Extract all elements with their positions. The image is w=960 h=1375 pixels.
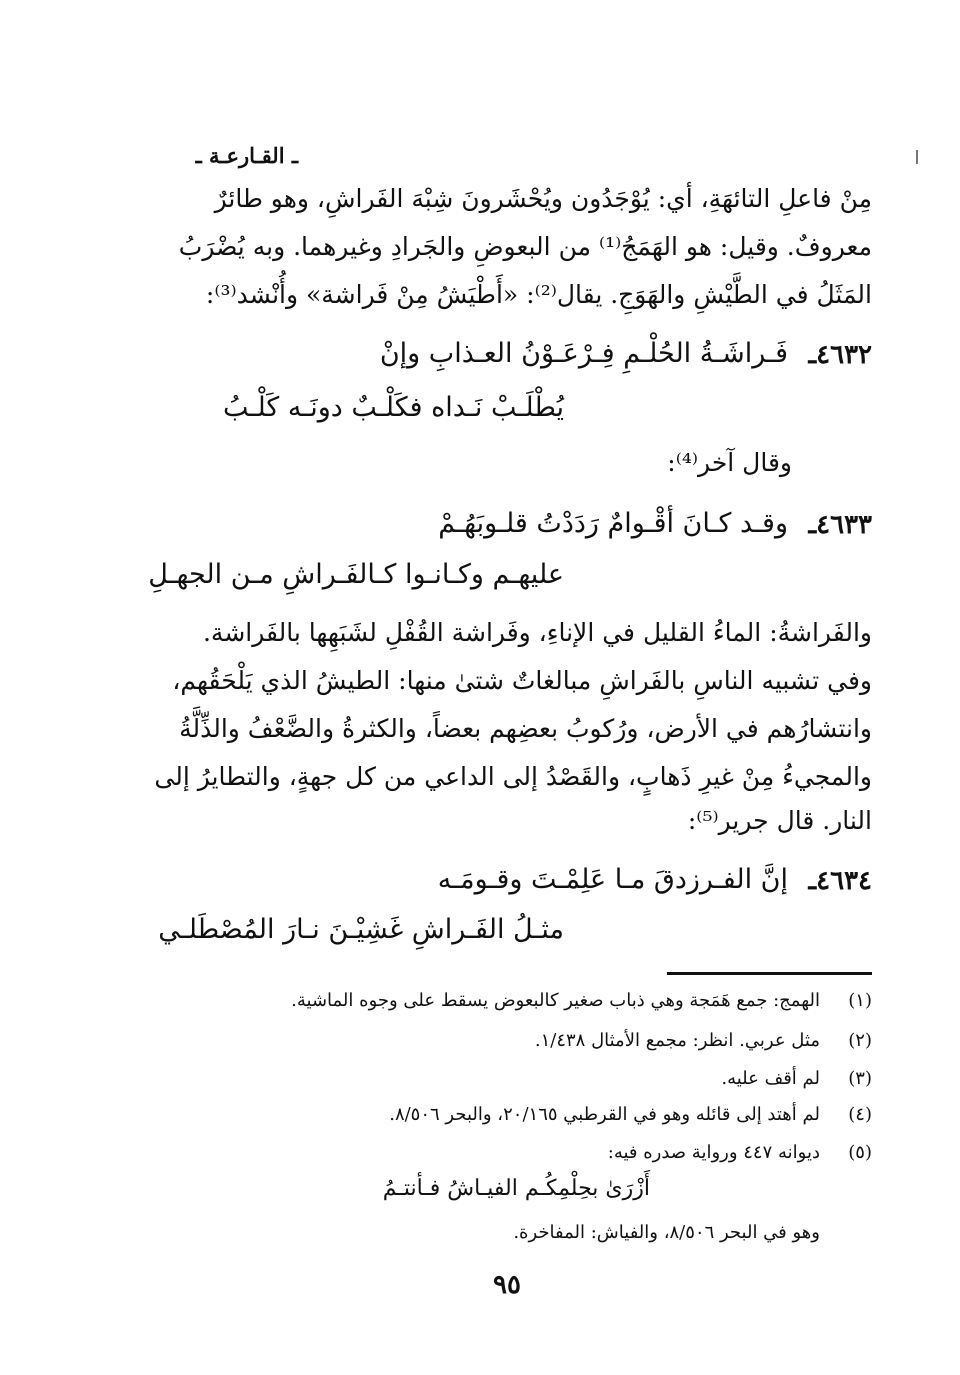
footnote-number: (٣) (848, 1068, 872, 1089)
body-line: وفي تشبيه الناسِ بالفَراشِ مبالغاتٌ شتىٰ منها: الطيشُ الذي يَلْحَقُهم، (172, 666, 872, 695)
verse-first-hemistich: إنَّ الفـرزدقَ مـا عَلِمْـتَ وقـومَـه (437, 864, 788, 895)
verse-second-hemistich: عليهـم وكـانـوا كـالفَـراشِ مـن الجهـلِ (148, 559, 564, 590)
footnote-text: الهمج: جمع هَمَجة وهي ذباب صغير كالبعوض يسقط على وجوه الماشية. (291, 990, 820, 1011)
footnote-number: (٢) (848, 1030, 872, 1051)
page-number: ٩٥ (493, 1270, 521, 1300)
verse-first-hemistich: فَـراشَـةُ الحُلْـمِ فِـرْعَـوْنُ العـذابِ وإنْ (379, 338, 788, 369)
body-line: والفَراشةُ: الماءُ القليل في الإناءِ، وفَراشة القُفْلِ لشَبَهِها بالفَراشة. (202, 618, 872, 647)
body-line: معروفٌ. وقيل: هو الهَمَجُ⁽¹⁾ من البعوضِ والجَرادِ وغيرهما. وبه يُضْرَبُ (178, 232, 872, 261)
verse-number: ٤٦٣٣ـ (808, 510, 872, 540)
footnote-number: (٤) (848, 1104, 872, 1125)
footnote-text: وهو في البحر ٨/٥٠٦، والفياش: المفاخرة. (513, 1222, 820, 1243)
verse-second-hemistich: يُطْلَـبْ نَـداه فكَلْـبٌ دونَـه كَلْـبُ (223, 392, 564, 423)
margin-mark (916, 150, 918, 164)
footnote-verse: أَزْرَىٰ بحِلْمِكُـم الفيـاشُ فـأنتـمُ (382, 1176, 650, 1201)
intro-line: وقال آخر⁽⁴⁾: (667, 448, 792, 477)
verse-second-hemistich: مثـلُ الفَـراشِ غَشِيْـنَ نـارَ المُصْطَلـي (158, 914, 564, 945)
footnote-separator (667, 972, 872, 975)
body-line: وانتشارُهم في الأرض، ورُكوبُ بعضِهم بعضاً، والكثرةُ والضَّعْفُ والذِّلَّةُ (179, 714, 872, 743)
footnote-text: لم أهتد إلى قائله وهو في القرطبي ٢٠/١٦٥، والبحر ٨/٥٠٦. (389, 1104, 820, 1125)
footnote-text: ديوانه ٤٤٧ ورواية صدره فيه: (607, 1142, 820, 1163)
verse-first-hemistich: وقـد كـانَ أقْـوامٌ رَدَدْتُ قلـوبَهُـمْ (438, 508, 788, 539)
body-line: مِنْ فاعلِ التائهَةِ، أي: يُوْجَدُون ويُحْشَرونَ شِبْهَ الفَراشِ، وهو طائرٌ (214, 184, 872, 213)
footnote-text: لم أقف عليه. (721, 1068, 820, 1089)
footnote-text: مثل عربي. انظر: مجمع الأمثال ١/٤٣٨. (534, 1030, 820, 1051)
body-line: والمجيءُ مِنْ غيرِ ذَهابٍ، والقَصْدُ إلى الداعي من كل جهةٍ، والتطايرُ إلى (154, 762, 872, 791)
footnote-number: (١) (848, 990, 872, 1011)
footnote-number: (٥) (848, 1142, 872, 1163)
verse-number: ٤٦٣٤ـ (808, 866, 872, 896)
verse-number: ٤٦٣٢ـ (808, 340, 872, 370)
body-line: المَثَلُ في الطَّيْشِ والهَوَجِ. يقال⁽²⁾: «أَطْيَشُ مِنْ فَراشة» وأُنْشد⁽³⁾: (205, 280, 872, 309)
running-header: ـ القـارعـة ـ (195, 143, 298, 168)
body-line: النار. قال جرير⁽⁵⁾: (687, 806, 872, 835)
